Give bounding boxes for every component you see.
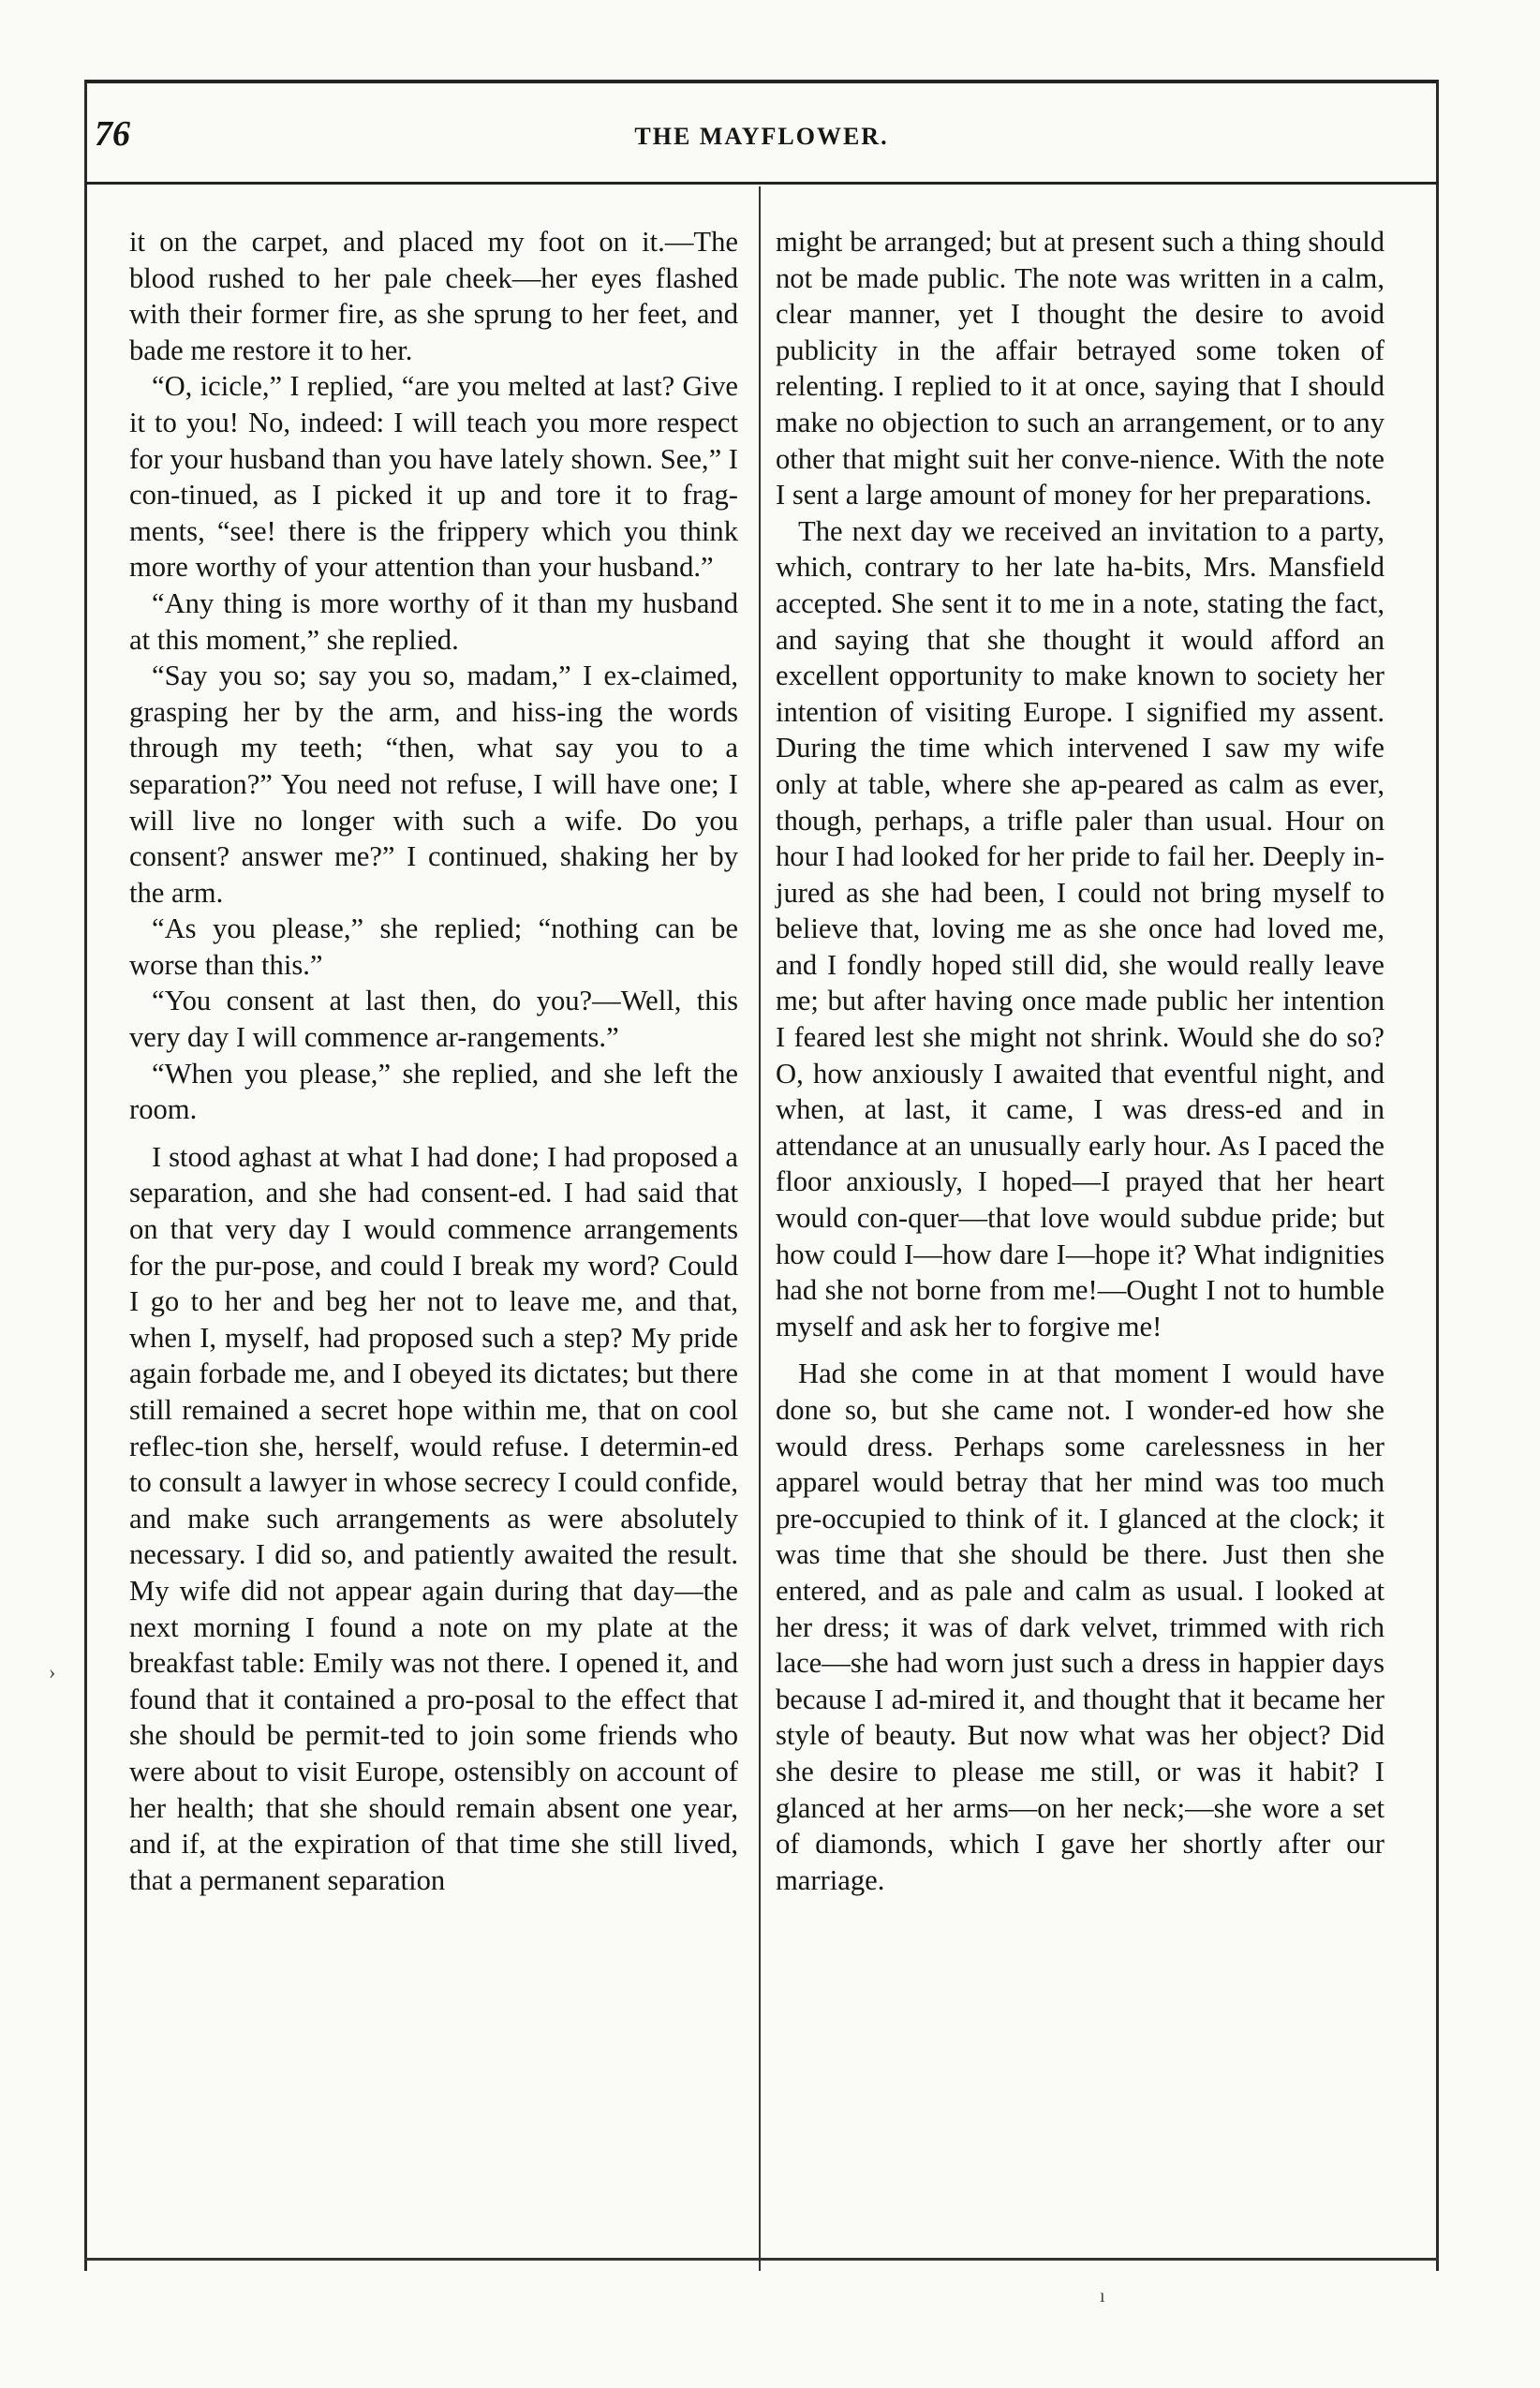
- paragraph: “Say you so; say you so, madam,” I ex-claimed, grasping her by the arm, and hiss-ing the words through my teeth; “then, what say you to a separation?” You need not refuse, I will have one; I will live no longer with such a wife. Do you consent? answer me?” I continued, shaking her by the arm.: [129, 660, 738, 909]
- paragraph: it on the carpet, and placed my foot on it.—The blood rushed to her pale cheek—her eyes flashed with their former fire, as she sprung to her feet, and bade me restore it to her.: [129, 226, 738, 366]
- paragraph: “O, icicle,” I replied, “are you melted at last? Give it to you! No, indeed: I will teach you more respect for your husband than you have lately shown. See,” I con-tinued, as I picked it up and tore it to frag-ments, “see! there is the frippery which you think more worthy of your attention than your husband.”: [129, 370, 738, 584]
- header-rule: [84, 182, 1439, 185]
- paragraph: “As you please,” she replied; “nothing can be worse than this.”: [129, 912, 738, 981]
- paragraph: “You consent at last then, do you?—Well, this very day I will commence ar-rangements.”: [129, 985, 738, 1054]
- margin-mark: ›: [49, 1660, 56, 1683]
- left-column: [129, 224, 738, 1898]
- column-divider: [759, 186, 761, 2271]
- running-title: THE MAYFLOWER.: [634, 123, 889, 150]
- page-header: [87, 83, 1436, 177]
- paragraph: Had she come in at that moment I would have done so, but she came not. I wonder-ed how she would dress. Perhaps some carelessness in her apparel would betray that her mind was too much pre-occupied to think of it. I glanced at the clock; it was time that she should be there. Just then she entered, and as pale and calm as usual. I looked at her dress; it was of dark velvet, trimmed with rich lace—she had worn just such a dress in happier days because I ad-mired it, and thought that it became her style of beauty. But now what was her object? Did she desire to please me still, or was it habit? I glanced at her arms—on her neck;—she wore a set of diamonds, which I gave her shortly after our marriage.: [776, 1357, 1385, 1896]
- paragraph: might be arranged; but at present such a thing should not be made public. The note was written in a calm, clear manner, yet I thought the desire to avoid publicity in the affair betrayed some token of relenting. I replied to it at once, saying that I should make no objection to such an arrangement, or to any other that might suit her conve-nience. With the note I sent a large amount of money for her preparations.: [776, 226, 1385, 512]
- paragraph: “When you please,” she replied, and she left the room.: [129, 1057, 738, 1126]
- paragraph: The next day we received an invitation to a party, which, contrary to her late ha-bits, Mrs. Mansfield accepted. She sent it to me in a note, stating the fact, and saying that she thought it would afford an excellent opportunity to make known to society her intention of visiting Europe. I signified my assent. During the time which intervened I saw my wife only at table, where she ap-peared as calm as ever, though, perhaps, a trifle paler than usual. Hour on hour I had looked for her pride to fail her. Deeply in-jured as she had been, I could not bring myself to believe that, loving me as she once had loved me, and I fondly hoped still did, she would really leave me; but after having once made public her intention I feared lest she might not shrink. Would she do so? O, how anxiously I awaited that eventful night, and when, at last, it came, I was dress-ed and in attendance at an unusually early hour. As I paced the floor anxiously, I hoped—I prayed that her heart would con-quer—that love would subdue pride; but how could I—how dare I—hope it? What indignities had she not borne from me!—Ought I not to humble myself and ask her to forgive me!: [776, 514, 1385, 1342]
- page-frame: [84, 80, 1439, 2271]
- bottom-rule: [84, 2258, 1439, 2261]
- page-number: 76: [95, 114, 130, 154]
- right-column: [776, 224, 1385, 1898]
- paragraph: I stood aghast at what I had done; I had proposed a separation, and she had consent-ed. I had said that on that very day I would commence arrangements for the pur-pose, and could I break my word? Could I go to her and beg her not to leave me, and that, when I, myself, had proposed such a step? My pride again forbade me, and I obeyed its dictates; but there still remained a secret hope within me, that on cool reflec-tion she, herself, would refuse. I determin-ed to consult a lawyer in whose secrecy I could confide, and make such arrangements as were absolutely necessary. I did so, and patiently awaited the result. My wife did not appear again during that day—the next morning I found a note on my plate at the breakfast table: Emily was not there. I opened it, and found that it contained a pro-posal to the effect that she should be permit-ted to join some friends who were about to visit Europe, ostensibly on account of her health; that she should remain absent one year, and if, at the expiration of that time she still lived, that a permanent separation: [129, 1140, 738, 1896]
- paragraph: “Any thing is more worthy of it than my husband at this moment,” she replied.: [129, 586, 738, 656]
- folio-mark: ı: [1100, 2286, 1105, 2306]
